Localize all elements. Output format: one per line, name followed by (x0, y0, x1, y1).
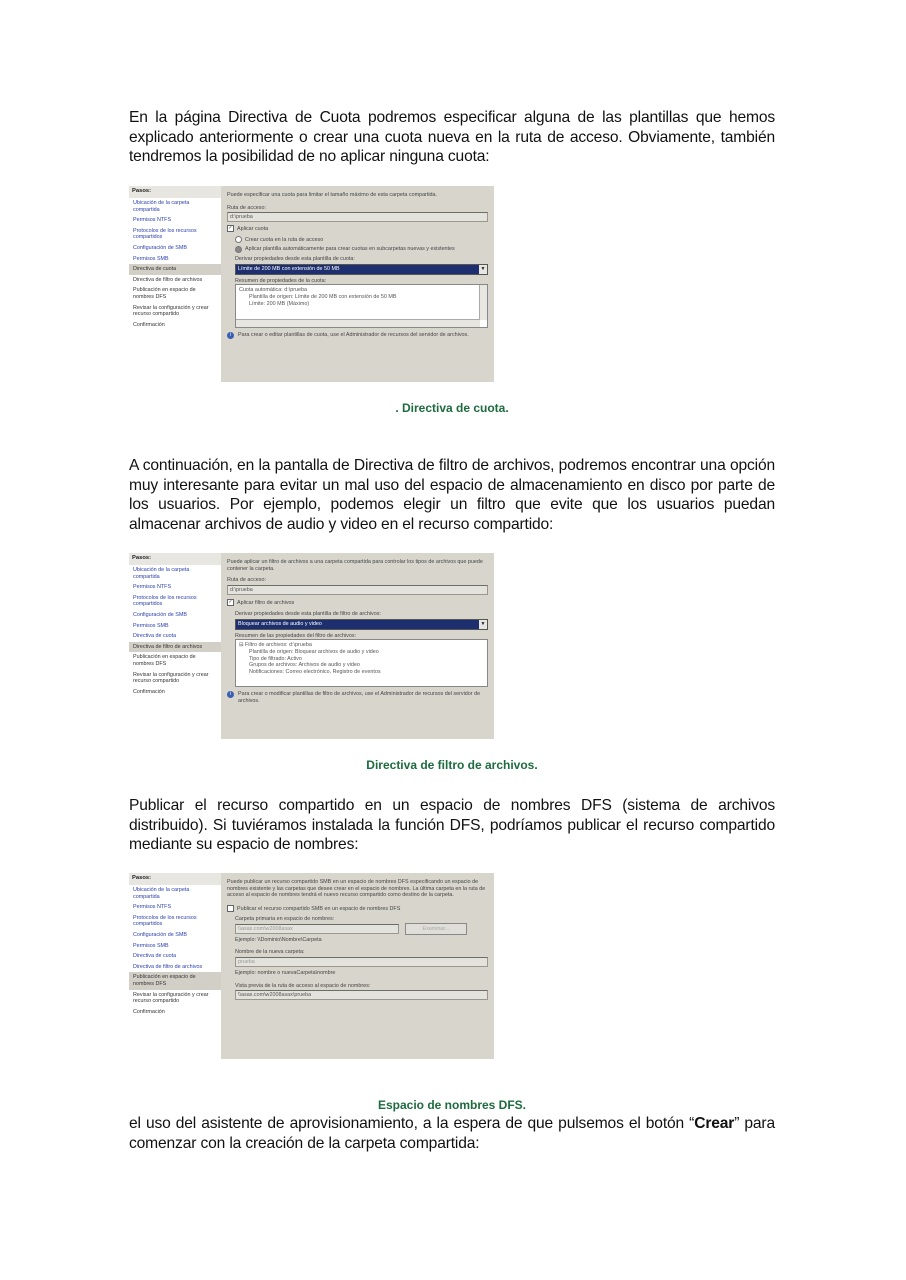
publish-dfs-label: Publicar el recurso compartido SMB en un espacio de nombres DFS (237, 905, 401, 912)
step-smb-settings[interactable]: Configuración de SMB (133, 931, 187, 938)
quota-template-label: Derivar propiedades desde esta plantilla de cuota: (235, 256, 355, 263)
step-quota-policy[interactable]: Directiva de cuota (133, 953, 177, 960)
step-ntfs-permissions[interactable]: Permisos NTFS (133, 904, 172, 911)
step-ntfs-permissions[interactable]: Permisos NTFS (133, 584, 172, 591)
step-review-create: Revisar la configuración y crear recurso compartido (133, 671, 209, 685)
screenshot-dfs-namespace (129, 873, 494, 1059)
chevron-down-icon[interactable]: ▼ (480, 265, 486, 272)
step-file-screen-policy: Directiva de filtro de archivos (133, 276, 203, 283)
quota-template-value: Límite de 200 MB con extensión de 50 MB (238, 265, 340, 272)
screenshot-quota-policy (129, 186, 494, 382)
tree-node-label: Filtro de archivos: d:\prueba (245, 642, 312, 649)
tree-node-limit: Límite: 200 MB (Máximo) (249, 300, 310, 307)
parent-folder-example: Ejemplo: \\Dominio\Nombre\Carpeta (235, 936, 322, 943)
apply-filter-label: Aplicar filtro de archivos (237, 599, 295, 606)
paragraph-quota-intro: En la página Directiva de Cuota podremos especificar alguna de las plantillas que hemos explicado anteriormente o crear una cuota nueva en la ruta de acceso. Obviamente, también tendremos la posibilidad de no aplicar ninguna cuota: (129, 109, 775, 166)
step-file-screen-policy[interactable]: Directiva de filtro de archivos (129, 642, 221, 653)
step-share-location[interactable]: Ubicación de la carpeta compartida (133, 887, 190, 900)
quota-info-text: Para crear o editar plantillas de cuota, use el Administrador de recursos del servidor de archivos. (238, 332, 469, 339)
vertical-scrollbar[interactable] (479, 285, 487, 320)
wizard-steps-sidebar (129, 553, 221, 739)
preview-field: \\asax.com\w2008asax\prueba (235, 990, 488, 1000)
step-confirmation: Confirmación (133, 321, 165, 328)
step-review-create: Revisar la configuración y crear recurso compartido (133, 991, 209, 1005)
path-label: Ruta de acceso: (227, 204, 266, 211)
path-field[interactable]: d:\prueba (227, 212, 488, 222)
new-folder-label: Nombre de la nueva carpeta: (235, 949, 305, 956)
step-review-create: Revisar la configuración y crear recurso compartido (133, 304, 209, 318)
steps-header: Pasos: (129, 873, 221, 885)
tree-node-source-template: Plantilla de origen: Límite de 200 MB con extensión de 50 MB (249, 294, 397, 300)
paragraph-file-screen-intro: A continuación, en la pantalla de Directiva de filtro de archivos, podremos encontrar una opción muy interesante para evitar un mal uso del espacio de almacenamiento en disco por parte de los usuarios. Por ejemplo, podemos elegir un filtro que evite que los usuarios puedan almacenar archivos de audio y video en el recurso compartido: (129, 457, 775, 533)
caption-dfs-namespace: Espacio de nombres DFS. (377, 1098, 527, 1112)
create-button-mention: Crear (694, 1115, 735, 1132)
dfs-intro-text: Puede publicar un recurso compartido SMB en un espacio de nombres DFS especificando un espacio de nombres existente y las carpetas que desee crear en el espacio de nombres. La última carpeta en la ruta de acceso al espacio de nombres tendrá el nuevo recurso compartido como destino de la carpeta. (227, 879, 486, 899)
step-confirmation: Confirmación (133, 688, 165, 695)
step-dfs-publishing[interactable]: Publicación en espacio de nombres DFS (129, 972, 221, 989)
caption-file-screen-policy: Directiva de filtro de archivos. (366, 758, 538, 772)
apply-quota-checkbox[interactable]: ✓ (228, 225, 233, 232)
step-confirmation: Confirmación (133, 1008, 165, 1015)
info-icon: i (227, 691, 234, 698)
tree-node-screen-type: Tipo de filtrado: Activo (249, 655, 302, 662)
text-before: el uso del asistente de aprovisionamiento, a la espera de que pulsemos el botón “ (129, 1115, 695, 1132)
quota-template-dropdown[interactable] (235, 264, 488, 275)
step-share-location[interactable]: Ubicación de la carpeta compartida (133, 567, 190, 580)
parent-folder-field[interactable]: \\asax.com\w2008asax (235, 924, 399, 934)
create-quota-radio[interactable] (235, 236, 242, 243)
dfs-panel (221, 873, 494, 1059)
step-smb-settings[interactable]: Configuración de SMB (133, 611, 187, 618)
info-icon: i (227, 332, 234, 339)
publish-dfs-checkbox[interactable] (227, 905, 234, 912)
file-screen-intro-text: Puede aplicar un filtro de archivos a una carpeta compartida para controlar los tipos de archivos que puede contener la carpeta. (227, 559, 483, 572)
auto-template-radio-label: Aplicar plantilla automáticamente para crear cuotas en subcarpetas nuevas y existentes (245, 246, 455, 253)
filter-template-dropdown[interactable] (235, 619, 488, 630)
tree-node-notifications: Notificaciones: Correo electrónico, Registro de eventos (249, 668, 381, 675)
horizontal-scrollbar[interactable] (236, 319, 480, 327)
step-ntfs-permissions[interactable]: Permisos NTFS (133, 217, 172, 224)
wizard-steps-sidebar (129, 186, 221, 382)
filter-template-label: Derivar propiedades desde esta plantilla de filtro de archivos: (235, 611, 381, 618)
paragraph-dfs-intro: Publicar el recurso compartido en un espacio de nombres DFS (sistema de archivos distribuido). Si tuviéramos instalada la función DFS, podríamos publicar el recurso compartido mediante su espacio de nombres: (129, 797, 775, 854)
step-smb-permissions[interactable]: Permisos SMB (133, 942, 169, 949)
steps-header: Pasos: (129, 186, 221, 198)
step-smb-settings[interactable]: Configuración de SMB (133, 244, 187, 251)
tree-node-file-groups: Grupos de archivos: Archivos de audio y video (249, 662, 360, 669)
step-share-protocols[interactable]: Protocolos de los recursos compartidos (133, 227, 197, 241)
filter-summary-label: Resumen de las propiedades del filtro de archivos: (235, 632, 357, 639)
new-folder-example: Ejemplo: nombre o nuevaCarpeta\nombre (235, 970, 336, 977)
tree-node-auto-quota[interactable]: Cuota automática: d:\prueba (239, 287, 308, 294)
step-share-protocols[interactable]: Protocolos de los recursos compartidos (133, 594, 197, 608)
step-dfs-publishing: Publicación en espacio de nombres DFS (133, 654, 196, 667)
apply-quota-label: Aplicar cuota (237, 226, 269, 233)
auto-template-radio[interactable] (235, 246, 242, 253)
step-file-screen-policy[interactable]: Directiva de filtro de archivos (133, 963, 203, 970)
browse-button[interactable]: Examinar... (405, 923, 467, 935)
preview-label: Vista previa de la ruta de acceso al espacio de nombres: (235, 982, 371, 989)
quota-summary-tree[interactable] (235, 284, 488, 328)
chevron-down-icon[interactable]: ▼ (480, 620, 486, 627)
filter-summary-tree[interactable] (235, 639, 488, 687)
tree-node-file-screen[interactable] (239, 642, 484, 649)
path-field[interactable]: d:\prueba (227, 585, 488, 595)
quota-intro-text: Puede especificar una cuota para limitar el tamaño máximo de esta carpeta compartida. (227, 192, 438, 198)
filter-template-value: Bloquear archivos de audio y video (238, 620, 322, 627)
tree-node-source-template: Plantilla de origen: Bloquear archivos de audio y video (249, 649, 379, 656)
filter-info-text: Para crear o modificar plantillas de filtro de archivos, use el Administrador de recursos del servidor de archivos. (238, 691, 481, 705)
step-share-location[interactable]: Ubicación de la carpeta compartida (133, 200, 190, 213)
text-after: ” para comenzar con la creación de la carpeta compartida: (129, 1115, 775, 1152)
step-quota-policy[interactable]: Directiva de cuota (133, 633, 177, 640)
apply-filter-checkbox[interactable]: ✓ (228, 598, 233, 605)
caption-quota-policy: . Directiva de cuota. (395, 401, 509, 415)
step-smb-permissions[interactable]: Permisos SMB (133, 622, 169, 629)
path-label: Ruta de acceso: (227, 577, 266, 584)
step-quota-policy[interactable]: Directiva de cuota (129, 264, 221, 275)
file-screen-panel (221, 553, 494, 739)
parent-folder-label: Carpeta primaria en espacio de nombres: (235, 916, 335, 923)
collapse-icon[interactable]: ⊟ (239, 642, 246, 649)
step-share-protocols[interactable]: Protocolos de los recursos compartidos (133, 914, 197, 928)
quota-summary-label: Resumen de propiedades de la cuota: (235, 277, 327, 284)
paragraph-create-button (129, 1114, 775, 1153)
wizard-steps-sidebar (129, 873, 221, 1059)
quota-policy-panel (221, 186, 494, 382)
new-folder-field[interactable]: prueba (235, 957, 488, 967)
create-quota-radio-label: Crear cuota en la ruta de acceso (245, 236, 324, 243)
screenshot-file-screen-policy (129, 553, 494, 739)
step-smb-permissions[interactable]: Permisos SMB (133, 255, 169, 262)
steps-header: Pasos: (129, 553, 221, 565)
step-dfs-publishing: Publicación en espacio de nombres DFS (133, 287, 196, 300)
